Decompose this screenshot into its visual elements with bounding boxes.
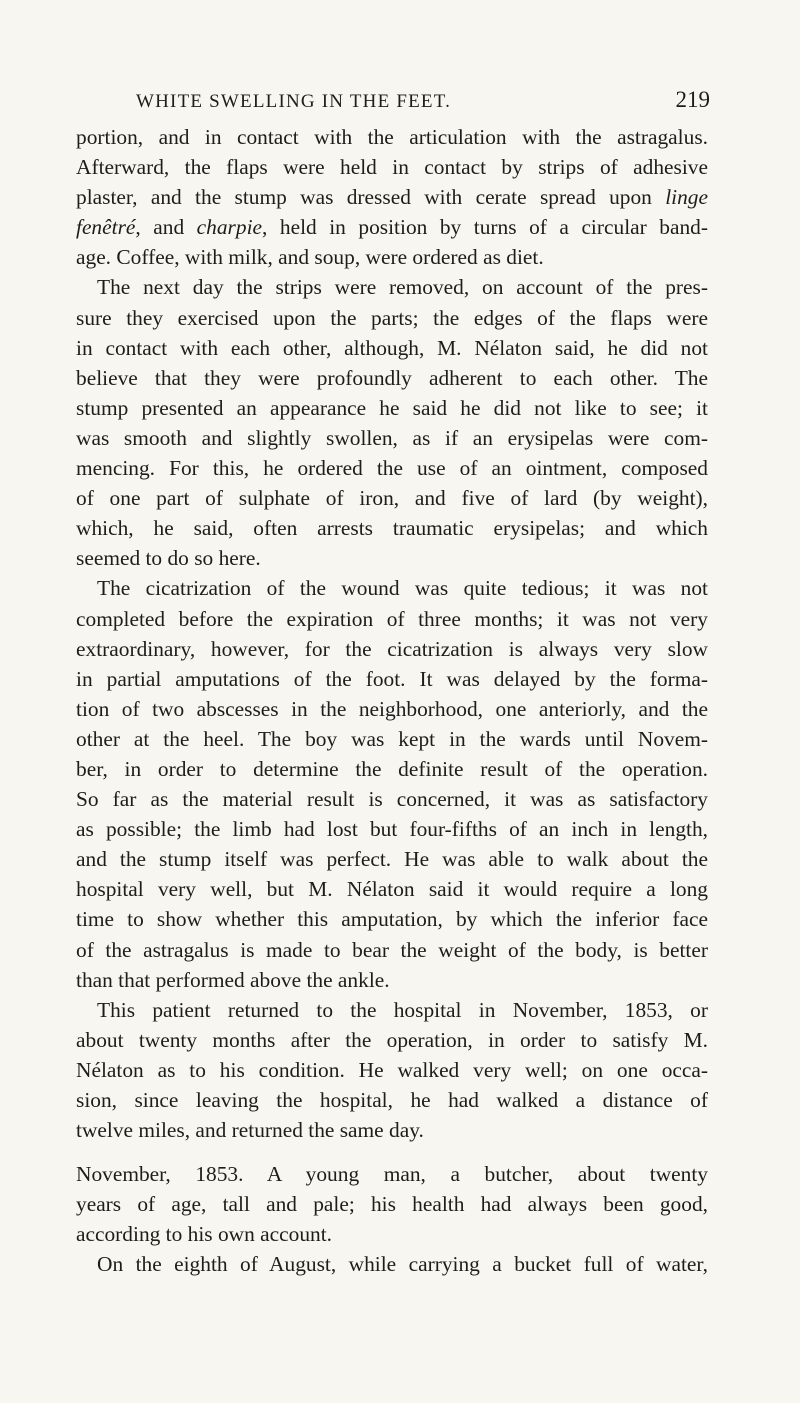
text-line: On the eighth of August, while carrying a bucket full of water, xyxy=(97,1252,708,1277)
text-line: November, 1853. A young man, a butcher, about twenty xyxy=(76,1162,708,1187)
text-line: time to show whether this amputation, by which the inferior face xyxy=(76,907,708,932)
text-line: Afterward, the flaps were held in contact by strips of adhesive xyxy=(76,155,708,180)
italic-term: charpie xyxy=(196,215,263,240)
text-line-with-italic: plaster, and the stump was dressed with cerate spread upon linge xyxy=(76,185,708,210)
text-line: age. Coffee, with milk, and soup, were ordered as diet. xyxy=(76,245,544,270)
text-line: ber, in order to determine the definite result of the operation. xyxy=(76,756,708,781)
text-line: other at the heel. The boy was kept in the wards until Novem- xyxy=(76,726,708,751)
text-line: as possible; the limb had lost but four-fifths of an inch in length, xyxy=(76,817,708,842)
text-line: This patient returned to the hospital in November, 1853, or xyxy=(97,997,708,1022)
text-line: portion, and in contact with the articulation with the astragalus. xyxy=(76,125,708,149)
text-line: hospital very well, but M. Nélaton said it would require a long xyxy=(76,877,708,902)
text-line: The cicatrization of the wound was quite tedious; it was not xyxy=(97,576,708,601)
italic-term: linge xyxy=(665,185,708,210)
text-line: of one part of sulphate of iron, and five of lard (by weight), xyxy=(76,486,708,511)
text-line: about twenty months after the operation, in order to satisfy M. xyxy=(76,1027,708,1052)
body-text xyxy=(76,122,708,1280)
text-line: years of age, tall and pale; his health had always been good, xyxy=(76,1192,708,1217)
text-line: stump presented an appearance he said he did not like to see; it xyxy=(76,395,708,420)
page-number: 219 xyxy=(675,87,710,112)
text-line: tion of two abscesses in the neighborhood, one anteriorly, and the xyxy=(76,696,708,721)
italic-term: fenêtré xyxy=(76,215,136,240)
text-line: twelve miles, and returned the same day. xyxy=(76,1118,424,1143)
running-head xyxy=(136,88,710,114)
text-line: than that performed above the ankle. xyxy=(76,967,390,992)
text-line: extraordinary, however, for the cicatrization is always very slow xyxy=(76,636,708,661)
text-line: seemed to do so here. xyxy=(76,546,261,571)
paragraph-4 xyxy=(76,995,708,1145)
paragraph-6 xyxy=(76,1249,708,1279)
text-line-with-italic: fenêtré, and charpie, held in position by turns of a circular band- xyxy=(76,215,708,240)
paragraph-1 xyxy=(76,122,708,272)
text-line: mencing. For this, he ordered the use of an ointment, composed xyxy=(76,456,708,481)
paragraph-5 xyxy=(76,1159,708,1249)
text-line: Nélaton as to his condition. He walked very well; on one occa- xyxy=(76,1057,708,1082)
text-line: was smooth and slightly swollen, as if an erysipelas were com- xyxy=(76,425,708,450)
text-line: according to his own account. xyxy=(76,1222,333,1247)
text-line: sure they exercised upon the parts; the edges of the flaps were xyxy=(76,305,708,330)
text-line: of the astragalus is made to bear the weight of the body, is better xyxy=(76,937,708,962)
text-line: in partial amputations of the foot. It was delayed by the forma- xyxy=(76,666,708,691)
text-line: in contact with each other, although, M. Nélaton said, he did not xyxy=(76,335,708,360)
text-line: completed before the expiration of three months; it was not very xyxy=(76,606,708,631)
paragraph-2 xyxy=(76,272,708,573)
text-line: believe that they were profoundly adherent to each other. The xyxy=(76,365,708,390)
text-line: The next day the strips were removed, on account of the pres- xyxy=(97,275,708,300)
text-line: and the stump itself was perfect. He was able to walk about the xyxy=(76,847,708,872)
text-line: which, he said, often arrests traumatic erysipelas; and which xyxy=(76,516,708,541)
text-line: sion, since leaving the hospital, he had walked a distance of xyxy=(76,1088,708,1112)
paragraph-3 xyxy=(76,573,708,994)
running-title: WHITE SWELLING IN THE FEET. xyxy=(136,91,452,112)
text-line: So far as the material result is concerned, it was as satisfactory xyxy=(76,787,708,812)
